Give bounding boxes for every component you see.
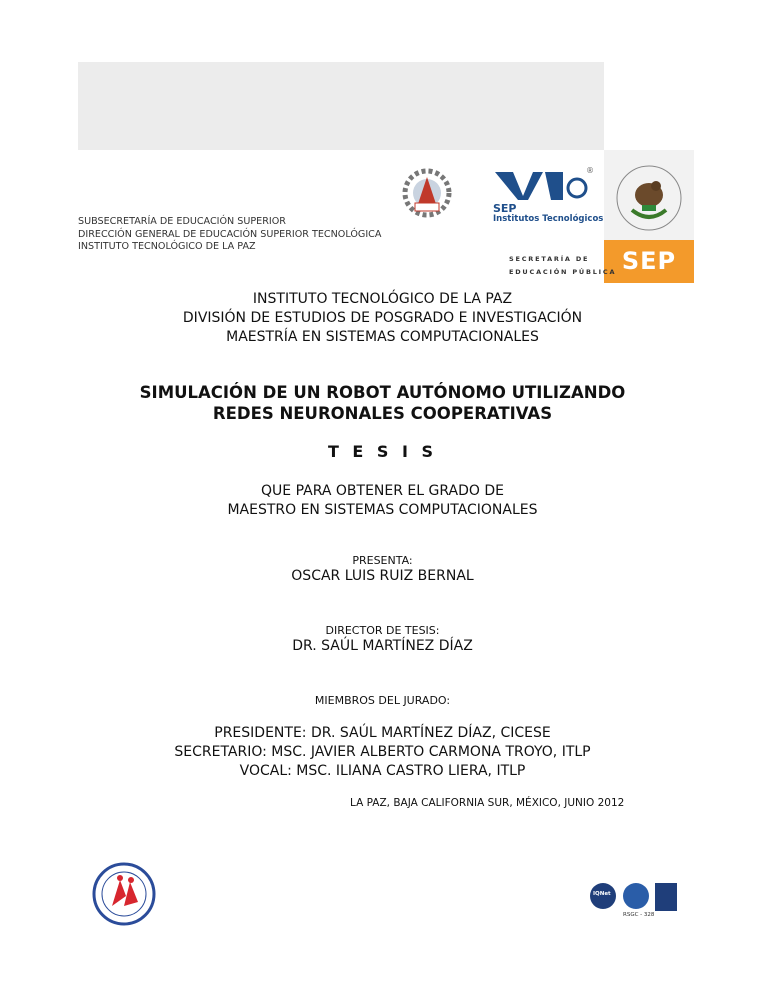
- sep-logo-text: SEP: [493, 202, 517, 215]
- thesis-title: [0, 382, 765, 424]
- degree-line: MAESTRO EN SISTEMAS COMPUTACIONALES: [227, 502, 538, 518]
- sep-tecnologicos-logo: [493, 170, 603, 224]
- institution-line: INSTITUTO TECNOLÓGICO DE LA PAZ: [252, 291, 513, 307]
- institution-line: DIVISIÓN DE ESTUDIOS DE POSGRADO E INVESTIGACIÓN: [182, 310, 583, 326]
- iqnet-label: IQNet: [593, 891, 611, 897]
- jury-member: VOCAL: MSC. ILIANA CASTRO LIERA, ITLP: [239, 763, 526, 779]
- degree-line: QUE PARA OBTENER EL GRADO DE: [261, 483, 504, 499]
- sep-logo-subtext: Institutos Tecnológicos: [493, 214, 604, 224]
- secretaria-line: SECRETARÍA DE: [509, 255, 590, 263]
- header-gray-band: [78, 62, 604, 150]
- mexico-seal-panel: [604, 150, 694, 240]
- jury-label: MIEMBROS DEL JURADO:: [314, 694, 451, 707]
- sep-orange-logo: SEP: [604, 240, 694, 283]
- mexico-eagle-icon: [604, 150, 694, 240]
- director-name: DR. SAÚL MARTÍNEZ DÍAZ: [292, 638, 473, 654]
- institution-line: MAESTRÍA EN SISTEMAS COMPUTACIONALES: [226, 329, 539, 345]
- jury-member: SECRETARIO: MSC. JAVIER ALBERTO CARMONA TROYO, ITLP: [174, 744, 591, 760]
- sub-line: SUBSECRETARÍA DE EDUCACIÓN SUPERIOR: [78, 216, 286, 227]
- title-line: SIMULACIÓN DE UN ROBOT AUTÓNOMO UTILIZANDO: [139, 383, 626, 402]
- equality-seal-icon: [92, 862, 156, 926]
- rsgc-label: RSGC - 328: [623, 912, 655, 918]
- registered-mark: ®: [586, 166, 594, 175]
- director-block: [0, 624, 765, 654]
- author-name: OSCAR LUIS RUIZ BERNAL: [291, 568, 474, 584]
- sub-line: INSTITUTO TECNOLÓGICO DE LA PAZ: [78, 241, 256, 252]
- degree-block: [0, 482, 765, 520]
- sep-it-icon: [493, 170, 593, 202]
- jury-member: PRESIDENTE: DR. SAÚL MARTÍNEZ DÍAZ, CICESE: [214, 725, 551, 741]
- director-label: DIRECTOR DE TESIS:: [325, 624, 440, 637]
- sub-line: DIRECCIÓN GENERAL DE EDUCACIÓN SUPERIOR TECNOLÓGICA: [78, 228, 382, 240]
- doc-type: T E S I S: [327, 442, 438, 461]
- equality-seal-logo: [92, 862, 156, 926]
- place-date: LA PAZ, BAJA CALIFORNIA SUR, MÉXICO, JUNIO 2012: [350, 797, 625, 809]
- author-block: [0, 554, 765, 584]
- author-label: PRESENTA:: [352, 554, 413, 567]
- secretaria-line: EDUCACIÓN PÚBLICA: [509, 268, 617, 276]
- itlp-gear-icon: [387, 167, 467, 219]
- cert-logos: [589, 880, 681, 920]
- jury-members: [0, 724, 765, 781]
- institution-block: [0, 290, 765, 347]
- itlp-logo: [387, 167, 467, 219]
- secretaria-educacion-text: [509, 253, 616, 279]
- title-line: REDES NEURONALES COOPERATIVAS: [212, 404, 553, 423]
- subsecretaria-lines: [78, 216, 381, 254]
